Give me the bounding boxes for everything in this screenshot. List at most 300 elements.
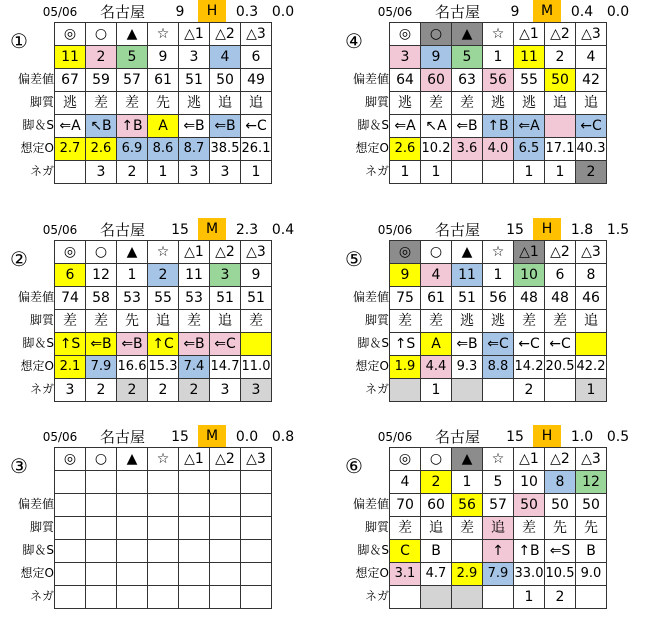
grid-row [55, 287, 272, 310]
grid-row [390, 471, 607, 494]
grid-cell: 75 [390, 287, 421, 310]
grid-row [390, 448, 607, 471]
race-date: 05/06 [42, 430, 78, 444]
grid-cell [148, 540, 179, 563]
grid-cell: 10.2 [421, 138, 452, 161]
grid-cell [210, 471, 241, 494]
grid-cell: 10 [514, 264, 545, 287]
grid-cell: 追 [210, 92, 241, 115]
grid-cell: 差 [514, 310, 545, 333]
grid-cell: ☆ [483, 23, 514, 46]
grid-cell: △3 [576, 23, 607, 46]
header-value-2: 0.0 [606, 4, 630, 20]
grid-cell: 61 [421, 287, 452, 310]
grid-cell: 2.1 [55, 356, 86, 379]
row-label: 想定O [20, 359, 54, 373]
grid-row [55, 23, 272, 46]
grid-cell: 4.4 [421, 356, 452, 379]
grid-cell: 4 [390, 471, 421, 494]
row-label: 脚質 [364, 313, 389, 327]
grid-cell: 差 [117, 92, 148, 115]
panel-header [335, 0, 662, 22]
grid-cell: △1 [514, 23, 545, 46]
grid-cell: ▲ [452, 448, 483, 471]
grid-cell [210, 563, 241, 586]
grid-cell: 差 [545, 310, 576, 333]
grid-cell: 10.5 [545, 563, 576, 586]
grid-cell: 3 [179, 46, 210, 69]
grid-cell: ☆ [148, 241, 179, 264]
grid-cell: ⇐A [390, 115, 421, 138]
venue-name: 名古屋 [99, 3, 145, 21]
grid-cell: 8 [545, 471, 576, 494]
race-number: 15 [171, 222, 189, 238]
grid-cell: 1 [452, 471, 483, 494]
row-label: 脚質 [29, 520, 54, 534]
grid-cell [55, 586, 86, 609]
grid-row [55, 310, 272, 333]
grid-cell [55, 494, 86, 517]
grid-cell: 51 [241, 287, 272, 310]
grid-cell: 7.9 [483, 563, 514, 586]
prediction-grid [389, 447, 607, 609]
grid-cell: 11 [179, 264, 210, 287]
grid-cell [117, 517, 148, 540]
row-label: 脚＆S [357, 118, 389, 132]
grid-cell: ◎ [55, 241, 86, 264]
row-label: 想定O [20, 141, 54, 155]
grid-cell: ←C [514, 333, 545, 356]
grid-row [55, 161, 272, 184]
grid-cell: 56 [483, 287, 514, 310]
grid-cell: ⇐S [545, 540, 576, 563]
grid-cell: 1 [241, 161, 272, 184]
race-panel [0, 0, 327, 210]
grid-row [55, 264, 272, 287]
grid-cell: ◎ [390, 241, 421, 264]
row-label: 偏差値 [352, 290, 389, 304]
row-label: 脚＆S [357, 543, 389, 557]
prediction-grid [54, 240, 272, 402]
row-label: 想定O [355, 566, 389, 580]
grid-cell: 9 [421, 46, 452, 69]
race-date: 05/06 [42, 223, 78, 237]
grid-row [55, 540, 272, 563]
venue-name: 名古屋 [434, 428, 480, 446]
grid-cell: 2 [86, 46, 117, 69]
grid-cell [148, 517, 179, 540]
row-label: 想定O [355, 359, 389, 373]
grid-cell: 差 [86, 310, 117, 333]
grid-cell: 38.5 [210, 138, 241, 161]
grade-badge: H [533, 218, 561, 240]
grid-cell: 2.9 [452, 563, 483, 586]
row-label: 偏差値 [17, 497, 54, 511]
grid-cell: 9 [241, 264, 272, 287]
grid-cell [241, 333, 272, 356]
grid-row [55, 517, 272, 540]
row-label: 偏差値 [352, 72, 389, 86]
grid-cell: ↖B [86, 115, 117, 138]
row-label: 脚質 [364, 520, 389, 534]
grid-cell: 67 [55, 69, 86, 92]
grid-row [55, 494, 272, 517]
grid-cell: 9.3 [452, 356, 483, 379]
grid-cell: 40.3 [576, 138, 607, 161]
grid-cell: C [390, 540, 421, 563]
grid-cell: 4 [576, 46, 607, 69]
grid-cell: ↖A [421, 115, 452, 138]
grid-cell: ○ [421, 448, 452, 471]
grid-cell [86, 517, 117, 540]
grid-cell: 差 [241, 310, 272, 333]
row-label: ネガ [364, 382, 389, 396]
grid-cell: △3 [576, 241, 607, 264]
grid-cell: 57 [483, 494, 514, 517]
row-label: ネガ [29, 589, 54, 603]
grid-cell: ←C [576, 115, 607, 138]
grid-cell: 74 [55, 287, 86, 310]
grid-cell: △1 [514, 241, 545, 264]
grid-cell: 差 [514, 517, 545, 540]
prediction-grid [389, 22, 607, 184]
grid-cell: △1 [179, 241, 210, 264]
grid-cell: 3 [241, 379, 272, 402]
grid-cell [179, 586, 210, 609]
grid-cell: 6 [545, 264, 576, 287]
prediction-grid [54, 447, 272, 609]
grid-cell: 1 [483, 264, 514, 287]
grid-cell: ⇐B [452, 333, 483, 356]
grid-cell: ⇐B [210, 115, 241, 138]
grid-cell: 50 [545, 69, 576, 92]
grid-row [390, 241, 607, 264]
grid-cell: 2 [117, 161, 148, 184]
grid-cell: ⇐A [514, 115, 545, 138]
header-value-2: 1.5 [606, 222, 630, 238]
grid-cell: 6 [55, 264, 86, 287]
grid-row [390, 115, 607, 138]
grid-cell: 10 [514, 471, 545, 494]
grid-cell: ◎ [55, 23, 86, 46]
grid-cell: 5 [483, 471, 514, 494]
grid-cell: 8.6 [148, 138, 179, 161]
grid-cell [241, 471, 272, 494]
row-label: 脚質 [29, 95, 54, 109]
grid-row [55, 586, 272, 609]
grid-cell: 5 [452, 46, 483, 69]
header-value-1: 0.4 [570, 4, 594, 20]
grid-cell [179, 540, 210, 563]
grid-cell: 60 [421, 494, 452, 517]
grid-cell: 15.3 [148, 356, 179, 379]
grid-cell [452, 161, 483, 184]
grid-row [390, 69, 607, 92]
grid-cell [179, 471, 210, 494]
grid-cell: △2 [545, 448, 576, 471]
grid-cell [55, 161, 86, 184]
grid-cell: △3 [576, 448, 607, 471]
prediction-grid [389, 240, 607, 402]
grid-cell [117, 494, 148, 517]
grid-cell: 46 [576, 287, 607, 310]
grid-cell [210, 517, 241, 540]
grid-cell: 11.0 [241, 356, 272, 379]
grid-row [390, 494, 607, 517]
grid-cell: 逃 [483, 92, 514, 115]
prediction-grid [54, 22, 272, 184]
grid-cell: 58 [86, 287, 117, 310]
race-panel [335, 425, 662, 635]
grid-cell: 1 [390, 161, 421, 184]
grid-cell: 64 [390, 69, 421, 92]
grade-badge: M [533, 0, 561, 22]
row-label: ネガ [364, 589, 389, 603]
grid-cell: 1 [545, 161, 576, 184]
grid-cell: 差 [86, 92, 117, 115]
grid-cell: 差 [452, 517, 483, 540]
grid-cell: ▲ [117, 241, 148, 264]
grid-cell: 50 [545, 494, 576, 517]
grid-cell: 3 [179, 161, 210, 184]
grid-cell: △2 [210, 241, 241, 264]
grid-cell: 4 [210, 46, 241, 69]
grid-cell [545, 115, 576, 138]
grid-cell: 1.9 [390, 356, 421, 379]
grid-cell: 59 [86, 69, 117, 92]
grid-cell: △1 [179, 23, 210, 46]
grid-cell [210, 586, 241, 609]
grid-cell: 6 [241, 46, 272, 69]
grid-cell: 4.0 [483, 138, 514, 161]
grid-cell: 先 [148, 92, 179, 115]
row-label: ネガ [29, 382, 54, 396]
grid-cell: ▲ [452, 23, 483, 46]
grid-cell: 逃 [452, 310, 483, 333]
grid-cell: 差 [390, 310, 421, 333]
grid-cell: 追 [241, 92, 272, 115]
panel-number: ② [10, 247, 28, 271]
grid-cell: 4 [421, 264, 452, 287]
header-value-1: 2.3 [235, 222, 259, 238]
grid-cell [86, 586, 117, 609]
row-label: 脚質 [364, 95, 389, 109]
grid-cell: △2 [545, 23, 576, 46]
grid-cell: 1 [483, 46, 514, 69]
grid-cell [86, 563, 117, 586]
grid-cell: 5 [117, 46, 148, 69]
grid-cell [148, 494, 179, 517]
grid-cell [452, 379, 483, 402]
grid-cell: 追 [483, 517, 514, 540]
grid-cell: 53 [179, 287, 210, 310]
row-label: 脚＆S [22, 336, 54, 350]
grid-cell: 7.4 [179, 356, 210, 379]
grid-cell: △1 [514, 448, 545, 471]
grid-row [390, 379, 607, 402]
grid-cell: 50 [576, 494, 607, 517]
grid-row [390, 356, 607, 379]
grid-cell: △2 [210, 448, 241, 471]
grid-cell [210, 540, 241, 563]
grid-cell: 57 [117, 69, 148, 92]
race-date: 05/06 [377, 223, 413, 237]
grid-cell [241, 517, 272, 540]
grid-cell: ↑B [117, 115, 148, 138]
row-label: 想定O [20, 566, 54, 580]
grid-cell: 差 [421, 92, 452, 115]
grid-cell: ▲ [117, 23, 148, 46]
grid-cell: △2 [545, 241, 576, 264]
panel-number: ④ [345, 29, 363, 53]
row-label: ネガ [364, 164, 389, 178]
grid-cell: 3 [210, 379, 241, 402]
grid-row [55, 448, 272, 471]
grid-cell: 追 [148, 310, 179, 333]
race-date: 05/06 [377, 430, 413, 444]
grid-cell: 2 [545, 586, 576, 609]
grid-row [55, 138, 272, 161]
row-label: 偏差値 [352, 497, 389, 511]
grid-cell: 3.6 [452, 138, 483, 161]
grade-badge: H [533, 425, 561, 447]
grid-cell: ⇐C [210, 333, 241, 356]
race-number: 15 [506, 222, 524, 238]
grid-cell: 17.1 [545, 138, 576, 161]
grid-cell: 50 [210, 69, 241, 92]
grid-cell: 51 [179, 69, 210, 92]
grid-row [390, 310, 607, 333]
grid-cell [241, 494, 272, 517]
grid-cell [148, 563, 179, 586]
grid-cell: 8.8 [483, 356, 514, 379]
grid-cell [421, 586, 452, 609]
grid-cell [576, 333, 607, 356]
grid-cell: 4.7 [421, 563, 452, 586]
grid-cell: 51 [210, 287, 241, 310]
grid-cell: △3 [241, 448, 272, 471]
panel-number: ⑤ [345, 247, 363, 271]
grid-cell: ⇐C [483, 333, 514, 356]
grid-cell: 差 [452, 92, 483, 115]
grid-cell: 1 [148, 161, 179, 184]
header-value-2: 0.4 [271, 222, 295, 238]
grid-cell: 53 [117, 287, 148, 310]
grid-cell: ↑S [55, 333, 86, 356]
grid-cell [148, 471, 179, 494]
grid-cell: 2.6 [390, 138, 421, 161]
panel-header [0, 0, 327, 22]
grid-cell [390, 586, 421, 609]
grid-row [390, 23, 607, 46]
grid-cell: 追 [421, 517, 452, 540]
grid-cell: ○ [86, 23, 117, 46]
grid-cell: 1 [421, 379, 452, 402]
grid-cell: 1 [421, 161, 452, 184]
grid-cell: △3 [241, 241, 272, 264]
grid-cell [55, 471, 86, 494]
race-date: 05/06 [42, 5, 78, 19]
grid-cell [241, 540, 272, 563]
grid-row [55, 92, 272, 115]
header-value-1: 0.0 [235, 429, 259, 445]
grid-cell: 61 [148, 69, 179, 92]
grid-row [55, 563, 272, 586]
panel-header [335, 425, 662, 447]
header-value-2: 0.0 [271, 4, 295, 20]
grid-cell: ○ [421, 241, 452, 264]
grid-cell: 6.5 [514, 138, 545, 161]
race-panel [0, 425, 327, 635]
grid-cell: ↑S [390, 333, 421, 356]
grid-cell: 2 [514, 379, 545, 402]
grid-cell: 逃 [55, 92, 86, 115]
grid-cell [55, 563, 86, 586]
grid-row [55, 333, 272, 356]
race-panel [0, 218, 327, 428]
grid-row [55, 69, 272, 92]
venue-name: 名古屋 [99, 428, 145, 446]
grid-cell [545, 379, 576, 402]
race-panel [335, 0, 662, 210]
grid-cell: 逃 [390, 92, 421, 115]
grid-row [390, 563, 607, 586]
grid-cell [86, 494, 117, 517]
grid-cell: 48 [545, 287, 576, 310]
grid-cell: 2 [421, 471, 452, 494]
grid-row [390, 92, 607, 115]
header-value-1: 1.8 [570, 222, 594, 238]
grid-cell: ↑C [148, 333, 179, 356]
venue-name: 名古屋 [99, 221, 145, 239]
grid-row [390, 333, 607, 356]
grid-cell [55, 517, 86, 540]
grid-cell [179, 494, 210, 517]
grid-cell: 11 [452, 264, 483, 287]
grid-cell: 12 [86, 264, 117, 287]
grid-cell: 26.1 [241, 138, 272, 161]
grid-row [55, 379, 272, 402]
grid-cell [86, 471, 117, 494]
grid-cell: 12 [576, 471, 607, 494]
grid-cell: ⇐B [452, 115, 483, 138]
grid-cell: 3.1 [390, 563, 421, 586]
row-label: 脚質 [29, 313, 54, 327]
grid-cell [117, 471, 148, 494]
panel-number: ① [10, 29, 28, 53]
grid-cell: ⇐B [179, 115, 210, 138]
grid-cell: 33.0 [514, 563, 545, 586]
grid-cell [483, 161, 514, 184]
row-label: 脚＆S [22, 543, 54, 557]
grid-cell: △2 [210, 23, 241, 46]
grid-cell: ↑ [483, 540, 514, 563]
grid-cell: ▲ [452, 241, 483, 264]
grid-cell [55, 540, 86, 563]
grid-cell: 2 [179, 379, 210, 402]
row-label: ネガ [29, 164, 54, 178]
grid-cell: B [421, 540, 452, 563]
grid-cell: ☆ [483, 241, 514, 264]
grid-cell: 3 [55, 379, 86, 402]
grid-cell: 55 [148, 287, 179, 310]
row-label: 想定O [355, 141, 389, 155]
venue-name: 名古屋 [434, 221, 480, 239]
grid-cell: 先 [545, 517, 576, 540]
grid-cell: 逃 [179, 92, 210, 115]
grid-cell: 9.0 [576, 563, 607, 586]
grid-cell: 2 [148, 264, 179, 287]
